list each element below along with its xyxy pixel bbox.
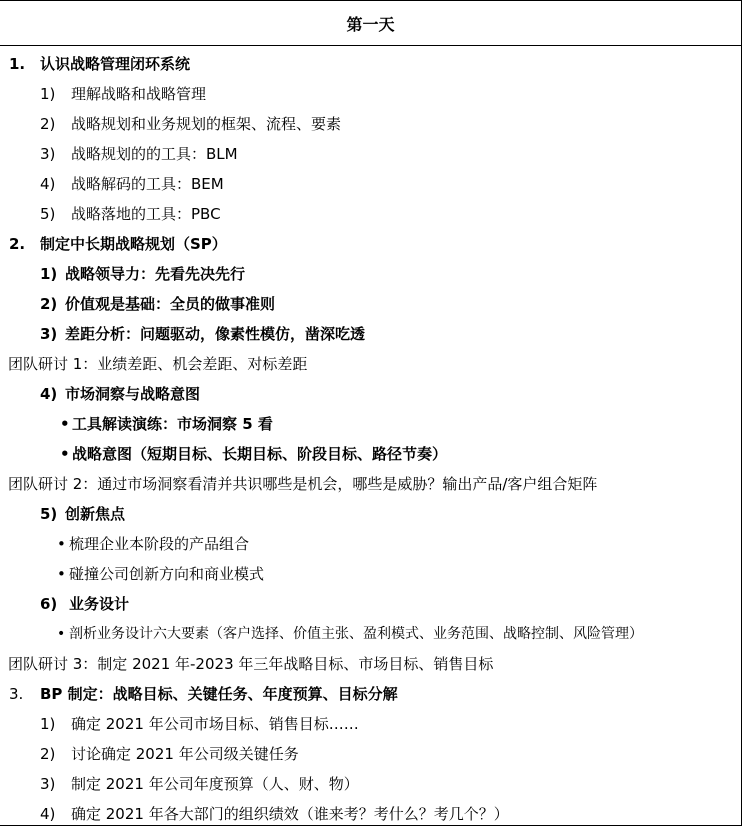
section-2-title: 制定中长期战略规划（SP） [40,235,227,253]
item-text: 理解战略和战略管理 [71,85,207,103]
section-3-item [40,739,299,769]
bullet-icon: • [60,415,70,433]
bullet-text: 战略意图（短期目标、长期目标、阶段目标、路径节奏） [72,445,448,463]
item-number: 2) [40,115,56,133]
item-text: 战略解码的工具：BEM [71,175,224,193]
bullet-icon: • [60,445,70,463]
item-text: 制定 2021 年公司年度预算（人、财、物） [71,775,359,793]
item-text: 战略落地的工具：PBC [71,205,221,223]
item-number: 1) [40,715,56,733]
item-text: 讨论确定 2021 年公司级关键任务 [71,745,299,763]
bullet-item [57,559,264,589]
section-3-item [40,769,359,799]
day-title: 第一天 [0,1,741,46]
section-2-heading [9,229,227,259]
item-number: 3) [40,775,56,793]
section-1-heading [9,49,190,79]
section-1-title: 认识战略管理闭环系统 [40,55,191,73]
bullet-text: 碰撞公司创新方向和商业模式 [69,565,265,583]
bullet-icon: • [57,565,66,583]
item-text: 战略规划的的工具：BLM [71,145,238,163]
bullet-item [60,439,447,469]
bullet-item [57,619,643,649]
item-text: 确定 2021 年公司市场目标、销售目标…… [71,715,359,733]
item-number: 5) [40,505,58,523]
section-2-item [40,319,365,349]
item-text: 确定 2021 年各大部门的组织绩效（谁来考？考什么？考几个？） [71,805,509,823]
section-3-item [40,799,509,829]
bullet-icon: • [57,626,66,642]
section-3-title: BP 制定：战略目标、关键任务、年度预算、目标分解 [40,685,398,703]
item-number: 6) [40,595,58,613]
item-text: 价值观是基础：全员的做事准则 [65,295,276,313]
bullet-text: 工具解读演练：市场洞察 5 看 [72,415,273,433]
section-1-item [40,139,238,169]
section-1-number: 1. [9,55,26,73]
item-text: 创新焦点 [65,505,126,523]
section-1-item [40,79,206,109]
item-number: 2) [40,745,56,763]
section-2-item [40,289,275,319]
section-1-item [40,109,341,139]
bullet-item [57,529,249,559]
item-number: 3) [40,325,58,343]
workshop-1: 团队研讨 1：业绩差距、机会差距、对标差距 [8,355,308,373]
item-text: 差距分析：问题驱动，像素性模仿，凿深吃透 [65,325,366,343]
item-number: 2) [40,295,58,313]
section-1-item [40,199,221,229]
item-text: 市场洞察与战略意图 [65,385,201,403]
section-2-item-4 [40,379,200,409]
item-number: 1) [40,85,56,103]
item-text: 业务设计 [69,595,130,613]
item-number: 4) [40,805,56,823]
workshop-2: 团队研讨 2：通过市场洞察看清并共识哪些是机会，哪些是威胁？输出产品/客户组合矩阵 [8,475,598,493]
bullet-icon: • [57,535,66,553]
item-number: 5) [40,205,56,223]
bullet-text: 剖析业务设计六大要素（客户选择、价值主张、盈利模式、业务范围、战略控制、风险管理） [69,626,643,642]
section-3-item [40,709,359,739]
item-text: 战略领导力：先看先决先行 [65,265,246,283]
item-number: 4) [40,385,58,403]
section-3-number: 3. [9,685,24,703]
bullet-text: 梳理企业本阶段的产品组合 [69,535,250,553]
item-number: 4) [40,175,56,193]
section-2-item-5 [40,499,125,529]
section-3-heading [9,679,398,709]
section-1-item [40,169,224,199]
section-2-number: 2. [9,235,26,253]
workshop-3: 团队研讨 3：制定 2021 年-2023 年三年战略目标、市场目标、销售目标 [8,655,494,673]
bullet-item [60,409,273,439]
section-2-item [40,259,245,289]
section-2-item-6 [40,589,129,619]
item-number: 3) [40,145,56,163]
item-text: 战略规划和业务规划的框架、流程、要素 [71,115,342,133]
item-number: 1) [40,265,58,283]
